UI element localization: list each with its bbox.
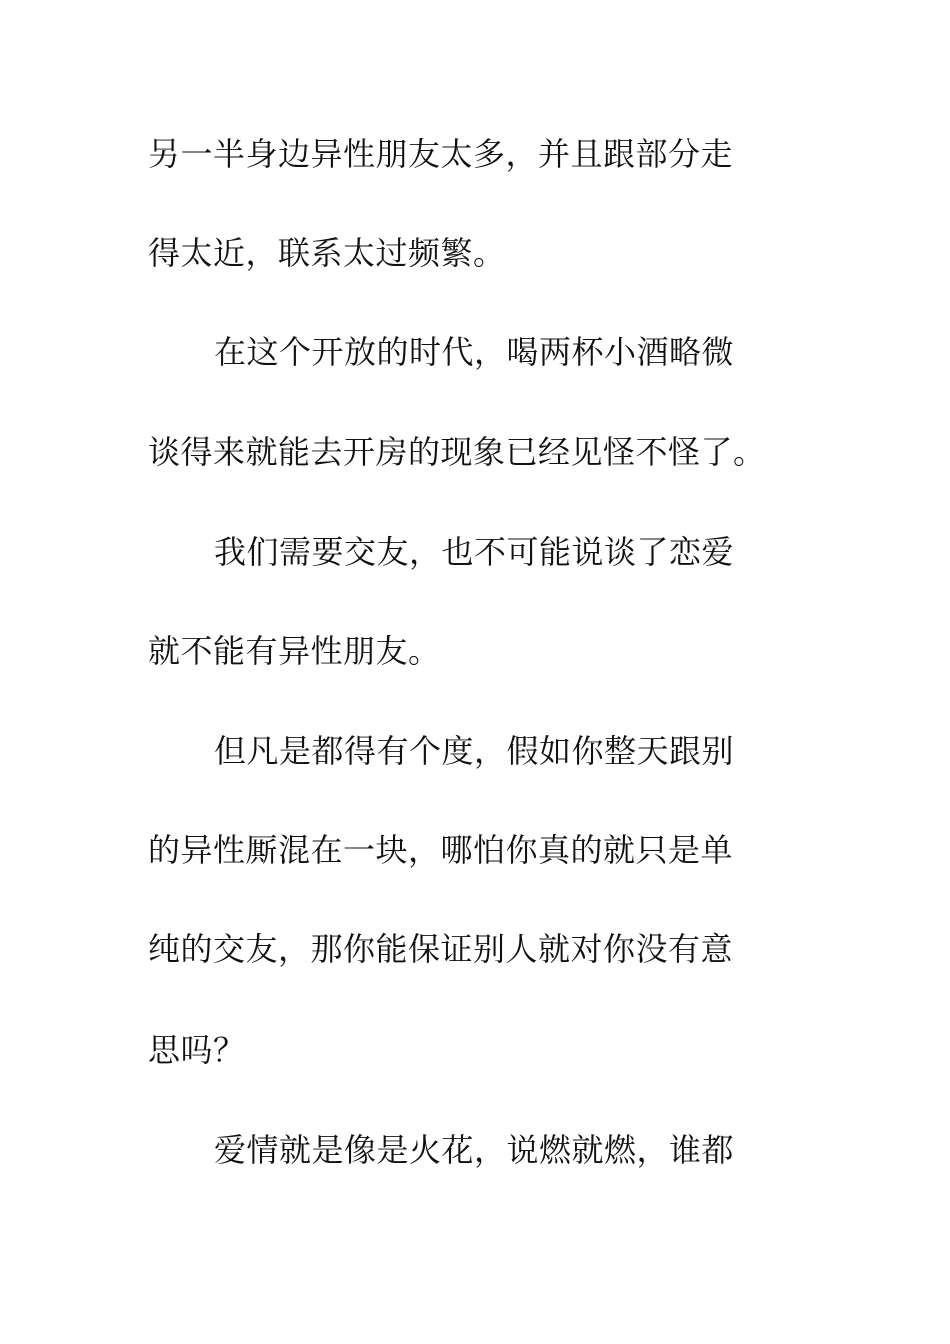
text-line: 纯的交友，那你能保证别人就对你没有意 xyxy=(148,930,734,968)
paragraph-start-line: 在这个开放的时代，喝两杯小酒略微 xyxy=(214,333,735,371)
paragraph-start-line: 爱情就是像是火花，说燃就燃，谁都 xyxy=(214,1131,735,1169)
paragraph-start-line: 我们需要交友，也不可能说谈了恋爱 xyxy=(214,533,735,571)
text-line: 思吗？ xyxy=(148,1031,246,1069)
text-line: 的异性厮混在一块，哪怕你真的就只是单 xyxy=(148,831,734,869)
paragraph-start-line: 但凡是都得有个度，假如你整天跟别 xyxy=(214,732,735,770)
text-line: 得太近，联系太过频繁。 xyxy=(148,234,506,272)
text-line: 另一半身边异性朋友太多，并且跟部分走 xyxy=(148,135,734,173)
text-line: 就不能有异性朋友。 xyxy=(148,632,441,670)
text-line: 谈得来就能去开房的现象已经见怪不怪了。 xyxy=(148,433,766,471)
